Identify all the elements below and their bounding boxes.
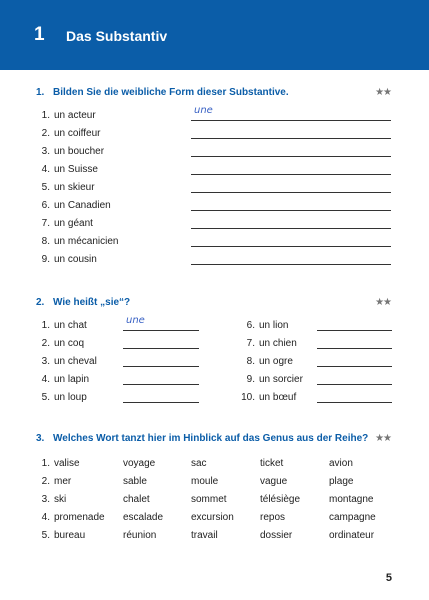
item-word: un acteur	[54, 110, 96, 121]
task3-number: 3.	[36, 433, 45, 444]
answer-line[interactable]	[123, 384, 199, 385]
answer-line[interactable]	[191, 156, 391, 157]
word-cell[interactable]: bureau	[54, 530, 86, 541]
word-cell[interactable]: escalade	[123, 512, 164, 523]
task1-item	[36, 200, 416, 214]
item-number: 8.	[41, 236, 50, 247]
word-cell[interactable]: valise	[54, 458, 80, 469]
item-word: un skieur	[54, 182, 95, 193]
answer-line[interactable]	[317, 384, 392, 385]
row-number: 2.	[41, 476, 50, 487]
task3-title	[36, 433, 368, 444]
row-number: 1.	[41, 458, 50, 469]
word-cell[interactable]: travail	[191, 530, 218, 541]
answer-line[interactable]	[191, 210, 391, 211]
item-word: un coiffeur	[54, 128, 101, 139]
task1-number: 1.	[36, 87, 45, 98]
task2-title-text: Wie heißt „sie“?	[53, 297, 131, 308]
task2-number: 2.	[36, 297, 45, 308]
item-number: 2.	[41, 338, 50, 349]
task1-item	[36, 182, 416, 196]
word-cell[interactable]: sommet	[191, 494, 227, 505]
task2-item	[36, 392, 116, 406]
item-number: 10.	[241, 392, 255, 403]
item-word: un boucher	[54, 146, 105, 157]
row-number: 3.	[41, 494, 50, 505]
word-cell[interactable]: montagne	[329, 494, 374, 505]
word-cell[interactable]: plage	[329, 476, 354, 487]
task2-difficulty-stars: ★★	[375, 297, 391, 308]
answer-line[interactable]	[123, 330, 199, 331]
item-number: 3.	[41, 356, 50, 367]
task1-item	[36, 128, 416, 142]
item-word: un sorcier	[259, 374, 303, 385]
chapter-number: 1	[34, 24, 45, 45]
word-cell[interactable]: avion	[329, 458, 353, 469]
handwritten-answer: une	[194, 105, 213, 116]
task1-item	[36, 236, 416, 250]
item-number: 3.	[41, 146, 50, 157]
item-number: 8.	[246, 356, 255, 367]
row-number: 5.	[41, 530, 50, 541]
item-word: un mécanicien	[54, 236, 119, 247]
item-number: 4.	[41, 374, 50, 385]
task2-item	[36, 338, 116, 352]
task2-item	[36, 374, 116, 388]
word-cell[interactable]: réunion	[123, 530, 157, 541]
item-number: 5.	[41, 392, 50, 403]
word-cell[interactable]: ordinateur	[329, 530, 375, 541]
task1-title-text: Bilden Sie die weibliche Form dieser Substantive.	[53, 87, 289, 98]
word-cell[interactable]: télésiège	[260, 494, 301, 505]
item-number: 2.	[41, 128, 50, 139]
task2-item	[241, 338, 321, 352]
item-number: 7.	[41, 218, 50, 229]
item-word: un géant	[54, 218, 93, 229]
answer-line[interactable]	[317, 330, 392, 331]
page-number: 5	[385, 572, 392, 584]
item-number: 1.	[41, 110, 50, 121]
item-number: 1.	[41, 320, 50, 331]
row-number: 4.	[41, 512, 50, 523]
answer-line[interactable]	[317, 402, 392, 403]
answer-line[interactable]	[123, 348, 199, 349]
task1-item	[36, 146, 416, 160]
word-cell[interactable]: repos	[260, 512, 286, 523]
task2-item	[36, 356, 116, 370]
item-word: un cousin	[54, 254, 97, 265]
item-number: 5.	[41, 182, 50, 193]
word-cell[interactable]: sac	[191, 458, 207, 469]
handwritten-answer: une	[126, 315, 145, 326]
item-number: 7.	[246, 338, 255, 349]
task2-item	[36, 320, 116, 334]
answer-line[interactable]	[123, 366, 199, 367]
task1-item	[36, 254, 416, 268]
item-word: un coq	[54, 338, 85, 349]
task2-item	[241, 320, 321, 334]
task2-item	[241, 356, 321, 370]
item-word: un lion	[259, 320, 289, 331]
item-number: 9.	[246, 374, 255, 385]
item-word: un Canadien	[54, 200, 111, 211]
answer-line[interactable]	[191, 174, 391, 175]
item-word: un chat	[54, 320, 87, 331]
task1-difficulty-stars: ★★	[375, 87, 391, 98]
word-cell[interactable]: dossier	[260, 530, 293, 541]
answer-line[interactable]	[317, 366, 392, 367]
answer-line[interactable]	[191, 192, 391, 193]
word-cell[interactable]: vague	[260, 476, 288, 487]
word-cell[interactable]: moule	[191, 476, 219, 487]
item-word: un bœuf	[259, 392, 297, 403]
task1-title	[36, 87, 289, 98]
word-cell[interactable]: excursion	[191, 512, 234, 523]
task2-title	[36, 297, 130, 308]
word-cell[interactable]: promenade	[54, 512, 105, 523]
task1-item	[36, 110, 416, 124]
task2-item	[241, 374, 321, 388]
chapter-title: Das Substantiv	[66, 28, 168, 44]
answer-line[interactable]	[191, 138, 391, 139]
answer-line[interactable]	[191, 120, 391, 121]
word-cell[interactable]: ski	[54, 494, 67, 505]
item-number: 6.	[41, 200, 50, 211]
answer-line[interactable]	[317, 348, 392, 349]
item-number: 6.	[246, 320, 255, 331]
word-cell[interactable]: voyage	[123, 458, 156, 469]
chapter-header	[0, 0, 429, 70]
item-number: 4.	[41, 164, 50, 175]
task2-item	[241, 392, 321, 406]
word-cell[interactable]: campagne	[329, 512, 376, 523]
answer-line[interactable]	[191, 246, 391, 247]
item-word: un cheval	[54, 356, 97, 367]
task3-title-text: Welches Wort tanzt hier im Hinblick auf das Genus aus der Reihe?	[53, 433, 369, 444]
word-cell[interactable]: sable	[123, 476, 147, 487]
task3-difficulty-stars: ★★	[375, 433, 391, 444]
task1-item	[36, 218, 416, 232]
task1-item	[36, 164, 416, 178]
word-cell[interactable]: ticket	[260, 458, 284, 469]
answer-line[interactable]	[191, 264, 391, 265]
item-word: un loup	[54, 392, 87, 403]
item-word: un chien	[259, 338, 297, 349]
answer-line[interactable]	[191, 228, 391, 229]
word-cell[interactable]: mer	[54, 476, 72, 487]
item-word: un lapin	[54, 374, 90, 385]
answer-line[interactable]	[123, 402, 199, 403]
word-cell[interactable]: chalet	[123, 494, 150, 505]
item-word: un ogre	[259, 356, 293, 367]
item-word: un Suisse	[54, 164, 98, 175]
item-number: 9.	[41, 254, 50, 265]
